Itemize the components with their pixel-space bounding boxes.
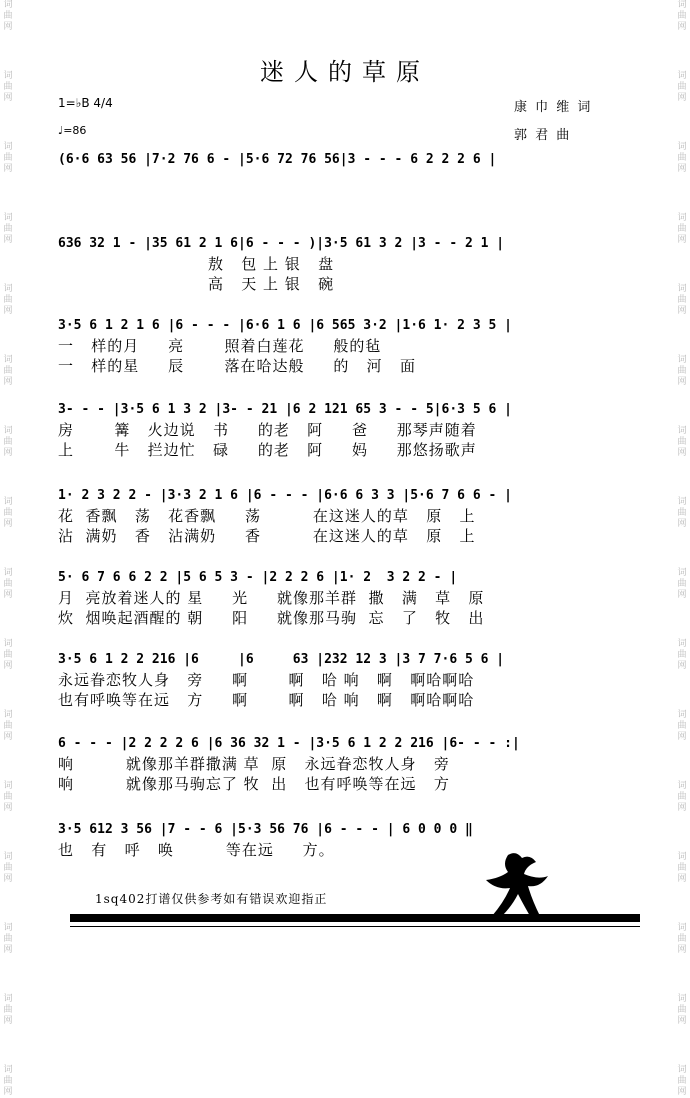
- lyric-verse-1: 也 有 呼 唤 等在远 方。: [58, 841, 335, 859]
- lyricist-credit: 康 巾 维 词: [514, 100, 593, 115]
- watermark-glyph-group: 词 曲 网: [677, 142, 687, 174]
- watermark-glyph-group: 词 曲 网: [677, 284, 687, 316]
- lyric-verse-1: 月 亮放着迷人的 星 光 就像那羊群 撒 满 草 原: [58, 589, 485, 607]
- lyric-verse-2: 上 牛 拦边忙 碌 的老 阿 妈 那悠扬歌声: [58, 441, 477, 459]
- footer-rule: [70, 926, 640, 927]
- score-row: [58, 568, 640, 628]
- watermark-glyph-group: 词 曲 网: [3, 142, 13, 174]
- watermark-glyph-group: 词 曲 网: [677, 426, 687, 458]
- notation-line: 3·5 6 1 2 2 216 |6 |6 63 |232 12 3 |3 7 7·6 5 6 |: [58, 652, 505, 667]
- watermark-glyph-group: 词 曲 网: [677, 213, 687, 245]
- watermark-glyph-group: 词 曲 网: [677, 497, 687, 529]
- key-signature: 1=♭B 4/4: [58, 96, 113, 110]
- watermark-glyph-group: 词 曲 网: [3, 639, 13, 671]
- watermark-glyph-group: 词 曲 网: [677, 710, 687, 742]
- notation-line: 3- - - |3·5 6 1 3 2 |3- - 21 |6 2 121 65 3 - - 5|6·3 5 6 |: [58, 402, 512, 417]
- lyric-verse-1: 永远眷恋牧人身 旁 啊 啊 哈 响 啊 啊哈啊哈: [58, 671, 475, 689]
- watermark-glyph-group: 词 曲 网: [3, 71, 13, 103]
- watermark-glyph-group: 词 曲 网: [677, 1065, 687, 1097]
- notation-line: 1· 2 3 2 2 - |3·3 2 1 6 |6 - - - |6·6 6 3 3 |5·6 7 6 6 - |: [58, 488, 512, 503]
- watermark-glyph-group: 词 曲 网: [677, 923, 687, 955]
- notation-line: (6·6 63 56 |7·2 76 6 - |5·6 72 76 56|3 - - - 6 2 2 2 6 |: [58, 152, 497, 167]
- lyric-verse-2: 也有呼唤等在远 方 啊 啊 哈 响 啊 啊哈啊哈: [58, 691, 475, 709]
- score-row: [58, 650, 640, 710]
- watermark-glyph-group: 词 曲 网: [3, 781, 13, 813]
- lyric-verse-1: 响 就像那羊群撒满 草 原 永远眷恋牧人身 旁: [58, 755, 450, 773]
- tempo-marking: ♩=86: [58, 124, 87, 137]
- lyric-verse-2: 炊 烟唤起酒醒的 朝 阳 就像那马驹 忘 了 牧 出: [58, 609, 485, 627]
- watermark-glyph-group: 词 曲 网: [677, 994, 687, 1026]
- watermark-glyph-group: 词 曲 网: [3, 497, 13, 529]
- lyric-verse-2: 响 就像那马驹忘了 牧 出 也有呼唤等在远 方: [58, 775, 450, 793]
- lyric-verse-2: 高 天 上 银 碗: [58, 275, 335, 293]
- right-watermark-strip: [674, 0, 690, 1097]
- footer-bar: [70, 914, 640, 922]
- score-row: [58, 150, 640, 210]
- notation-line: 636 32 1 - |35 61 2 1 6|6 - - - )|3·5 61 3 2 |3 - - 2 1 |: [58, 236, 505, 251]
- composer-credit: 郭 君 曲: [514, 128, 572, 143]
- left-watermark-strip: [0, 0, 16, 1097]
- watermark-glyph-group: 词 曲 网: [3, 213, 13, 245]
- watermark-glyph-group: 词 曲 网: [3, 923, 13, 955]
- notation-line: 5· 6 7 6 6 2 2 |5 6 5 3 - |2 2 2 6 |1· 2 3 2 2 - |: [58, 570, 458, 585]
- watermark-glyph-group: 词 曲 网: [677, 355, 687, 387]
- score-row: [58, 316, 640, 376]
- lyric-verse-1: 敖 包 上 银 盘: [58, 255, 335, 273]
- song-title: 迷人的草原: [260, 58, 430, 86]
- watermark-glyph-group: 词 曲 网: [3, 355, 13, 387]
- score-row: [58, 486, 640, 546]
- watermark-glyph-group: 词 曲 网: [3, 852, 13, 884]
- watermark-glyph-group: 词 曲 网: [677, 781, 687, 813]
- watermark-glyph-group: 词 曲 网: [677, 71, 687, 103]
- lyric-verse-1: 一 样的月 亮 照着白莲花 般的毡: [58, 337, 382, 355]
- watermark-glyph-group: 词 曲 网: [3, 568, 13, 600]
- lyric-verse-2: 一 样的星 辰 落在哈达般 的 河 面: [58, 357, 416, 375]
- watermark-glyph-group: 词 曲 网: [3, 284, 13, 316]
- watermark-glyph-group: 词 曲 网: [3, 0, 13, 32]
- score-row: [58, 734, 640, 794]
- lyric-verse-1: 房 篝 火边说 书 的老 阿 爸 那琴声随着: [58, 421, 477, 439]
- watermark-glyph-group: 词 曲 网: [3, 1065, 13, 1097]
- watermark-glyph-group: 词 曲 网: [677, 0, 687, 32]
- notation-line: 3·5 6 1 2 1 6 |6 - - - |6·6 1 6 |6 565 3·2 |1·6 1· 2 3 5 |: [58, 318, 512, 333]
- watermark-glyph-group: 词 曲 网: [3, 994, 13, 1026]
- watermark-glyph-group: 词 曲 网: [677, 568, 687, 600]
- footer-note: 1sq402打谱仅供参考如有错误欢迎指正: [95, 892, 328, 906]
- watermark-glyph-group: 词 曲 网: [677, 852, 687, 884]
- watermark-glyph-group: 词 曲 网: [3, 710, 13, 742]
- lyric-verse-1: 花 香飘 荡 花香飘 荡 在这迷人的草 原 上: [58, 507, 476, 525]
- notation-line: 3·5 612 3 56 |7 - - 6 |5·3 56 76 |6 - - - | 6 0 0 0 ‖: [58, 822, 473, 837]
- lyric-verse-2: 沾 满奶 香 沾满奶 香 在这迷人的草 原 上: [58, 527, 476, 545]
- lyric-verse-2: [58, 190, 640, 210]
- lyric-verse-1: [58, 170, 640, 190]
- dancer-figure-icon: [478, 850, 558, 920]
- score-row: [58, 234, 640, 294]
- watermark-glyph-group: 词 曲 网: [3, 426, 13, 458]
- score-row: [58, 400, 640, 460]
- notation-line: 6 - - - |2 2 2 2 6 |6 36 32 1 - |3·5 6 1 2 2 216 |6- - - :|: [58, 736, 520, 751]
- watermark-glyph-group: 词 曲 网: [677, 639, 687, 671]
